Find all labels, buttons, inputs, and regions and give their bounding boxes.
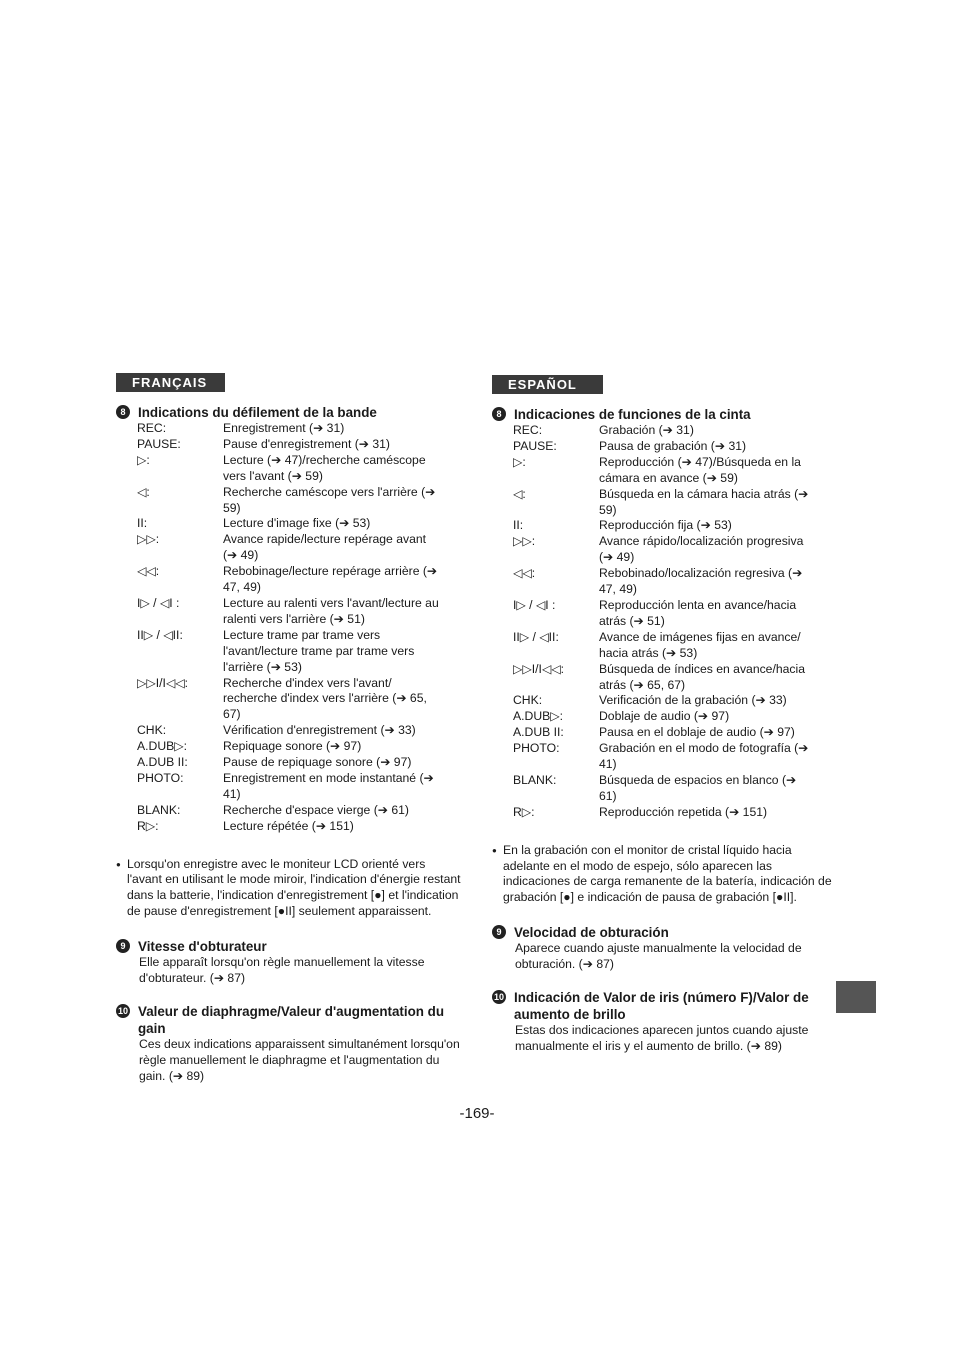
indication-key: II: xyxy=(513,518,524,533)
indication-desc: Reproducción lenta en avance/hacia atrás (➔ 51) xyxy=(599,597,797,628)
circled-number-icon: 8 xyxy=(492,407,506,421)
section-9-body-es: Aparece cuando ajuste manualmente la velocidad de obturación. (➔ 87) xyxy=(515,941,802,972)
indication-desc: Avance rapide/lecture repérage avant (➔ 49) xyxy=(223,532,427,563)
circled-number-icon: 10 xyxy=(117,1006,128,1016)
indication-desc: Repiquage sonore (➔ 97) xyxy=(223,739,362,754)
indication-key: ▷▷: xyxy=(137,532,160,547)
indication-key: PAUSE: xyxy=(137,436,181,451)
page-number: -169- xyxy=(459,1105,495,1122)
indication-row xyxy=(137,421,439,437)
section-9-body-fr: Elle apparaît lorsqu'on règle manuellement la vitesse d'obturateur. (➔ 87) xyxy=(139,955,425,986)
indication-key: A.DUB II: xyxy=(513,725,564,740)
indication-row xyxy=(513,598,815,630)
indication-row xyxy=(137,819,439,835)
indication-row xyxy=(137,723,439,739)
section-9-heading-es xyxy=(492,924,837,941)
indication-table-es xyxy=(513,423,815,821)
indication-desc: Pausa en el doblaje de audio (➔ 97) xyxy=(599,725,795,740)
indication-desc: Pausa de grabación (➔ 31) xyxy=(599,438,747,453)
section-10-heading-fr xyxy=(116,1003,461,1037)
indication-desc: Reproducción (➔ 47)/Búsqueda en la cámara en avance (➔ 59) xyxy=(599,454,801,485)
indication-key: R▷: xyxy=(513,804,535,819)
indication-row xyxy=(137,532,439,564)
indication-row xyxy=(137,676,439,724)
circled-number-icon: 8 xyxy=(116,405,130,419)
section-title: Valeur de diaphragme/Valeur d'augmentation du gain xyxy=(138,1004,445,1036)
indication-key: PAUSE: xyxy=(513,438,557,453)
indication-row xyxy=(513,439,815,455)
section-title: Velocidad de obturación xyxy=(514,925,669,941)
bullet-icon: ● xyxy=(116,859,121,869)
indication-desc: Lecture d'image fixe (➔ 53) xyxy=(223,516,371,531)
indication-key: ▷▷I/I◁◁: xyxy=(513,661,565,676)
indication-row xyxy=(137,516,439,532)
indication-row xyxy=(513,534,815,566)
section-8-heading-fr xyxy=(116,404,461,421)
section-title: Vitesse d'obturateur xyxy=(138,939,267,955)
section-title: Indicaciones de funciones de la cinta xyxy=(514,407,751,422)
section-10-body-es: Estas dos indicaciones aparecen juntos cuando ajuste manualmente el iris y el aumento de brillo. (➔ 89) xyxy=(515,1023,809,1053)
indication-key: II▷ / ◁II: xyxy=(513,629,559,644)
indication-key: I▷ / ◁I : xyxy=(513,597,556,612)
indication-key: ▷: xyxy=(513,454,526,469)
section-9-heading-fr xyxy=(116,938,461,955)
indication-row xyxy=(137,755,439,771)
indication-desc: Pause d'enregistrement (➔ 31) xyxy=(223,436,390,451)
indication-key: ▷▷: xyxy=(513,534,536,549)
indication-row xyxy=(513,709,815,725)
indication-key: II▷ / ◁II: xyxy=(137,627,183,642)
spanish-column xyxy=(492,375,837,1055)
indication-key: ◁◁: xyxy=(137,564,160,579)
indication-desc: Búsqueda en la cámara hacia atrás (➔ 59) xyxy=(599,486,809,517)
circled-number-icon: 9 xyxy=(116,939,130,953)
indication-key: II: xyxy=(137,516,148,531)
indication-key: PHOTO: xyxy=(137,770,184,785)
indication-row xyxy=(137,596,439,628)
indication-row xyxy=(137,771,439,803)
note-text: En la grabación con el monitor de cristal líquido hacia adelante en el modo de espejo, sólo aparecen las indicaciones de carga remanente de la batería, indicación de grabación [●] e indicación de pausa de grabación [●II]. xyxy=(503,842,832,905)
indication-desc: Avance de imágenes fijas en avance/ hacia atrás (➔ 53) xyxy=(599,629,801,660)
indication-row xyxy=(513,518,815,534)
indication-key: I▷ / ◁I : xyxy=(137,595,180,610)
indication-key: ◁: xyxy=(513,486,526,501)
indication-key: REC: xyxy=(513,423,543,437)
indication-desc: Búsqueda de espacios en blanco (➔ 61) xyxy=(599,772,797,803)
indication-desc: Reproducción repetida (➔ 151) xyxy=(599,804,768,819)
section-title: Indicación de Valor de iris (número F)/Valor de aumento de brillo xyxy=(514,990,809,1023)
indication-desc: Enregistrement en mode instantané (➔ 41) xyxy=(223,770,434,801)
indication-row xyxy=(137,564,439,596)
indication-desc: Grabación (➔ 31) xyxy=(599,423,694,437)
indication-row xyxy=(137,628,439,676)
indication-desc: Rebobinado/localización regresiva (➔ 47, 49) xyxy=(599,566,803,597)
indication-key: A.DUB II: xyxy=(137,755,188,770)
language-label-spanish: ESPAÑOL xyxy=(492,375,603,394)
indication-key: ◁◁: xyxy=(513,566,536,581)
language-label-french: FRANÇAIS xyxy=(116,373,225,392)
indication-row xyxy=(513,487,815,519)
indication-desc: Doblaje de audio (➔ 97) xyxy=(599,709,730,724)
indication-row xyxy=(513,805,815,821)
indication-desc: Búsqueda de índices en avance/hacia atrás (➔ 65, 67) xyxy=(599,661,805,692)
indication-desc: Vérification d'enregistrement (➔ 33) xyxy=(223,723,416,738)
indication-row xyxy=(513,662,815,694)
indication-desc: Rebobinage/lecture repérage arrière (➔ 47, 49) xyxy=(223,564,438,595)
indication-desc: Reproducción fija (➔ 53) xyxy=(599,518,732,533)
section-10-heading-es xyxy=(492,989,837,1023)
indication-row xyxy=(513,741,815,773)
section-thumb-tab xyxy=(836,981,876,1013)
french-column xyxy=(116,373,461,1085)
indication-row xyxy=(137,485,439,517)
indication-desc: Avance rápido/localización progresiva (➔ 49) xyxy=(599,534,804,565)
indication-row xyxy=(137,739,439,755)
circled-number-icon: 9 xyxy=(492,925,506,939)
indication-row xyxy=(513,423,815,439)
indication-key: REC: xyxy=(137,421,167,435)
section-8-heading-es xyxy=(492,406,837,423)
indication-row xyxy=(513,630,815,662)
indication-row xyxy=(513,773,815,805)
indication-key: CHK: xyxy=(137,723,167,738)
indication-desc: Recherche d'index vers l'avant/ recherche d'index vers l'arrière (➔ 65, 67) xyxy=(223,675,427,722)
indication-row xyxy=(513,725,815,741)
indication-table-fr xyxy=(137,421,439,835)
bullet-note-es xyxy=(492,843,837,907)
indication-key: PHOTO: xyxy=(513,741,560,756)
indication-desc: Lecture répétée (➔ 151) xyxy=(223,818,354,833)
indication-desc: Verificación de la grabación (➔ 33) xyxy=(599,693,787,708)
indication-desc: Lecture trame par trame vers l'avant/lecture trame par trame vers l'arrière (➔ 53) xyxy=(223,627,415,674)
bullet-icon: ● xyxy=(492,845,497,855)
indication-key: ▷▷I/I◁◁: xyxy=(137,675,189,690)
indication-key: ▷: xyxy=(137,452,150,467)
indication-row xyxy=(513,566,815,598)
indication-key: R▷: xyxy=(137,818,159,833)
indication-desc: Pause de repiquage sonore (➔ 97) xyxy=(223,755,412,770)
indication-row xyxy=(513,693,815,709)
indication-key: BLANK: xyxy=(513,772,557,787)
indication-desc: Lecture au ralenti vers l'avant/lecture au ralenti vers l'arrière (➔ 51) xyxy=(223,595,439,626)
circled-number-icon: 10 xyxy=(493,992,504,1003)
note-text: Lorsqu'on enregistre avec le moniteur LCD orienté vers l'avant en utilisant le mode miroir, l'indication d'énergie restant dans la batterie, l'indication d'enregistrement [●] et l'indication de pause d'enregistrement [●II] seulement apparaissent. xyxy=(127,856,461,919)
indication-key: A.DUB▷: xyxy=(137,739,188,754)
indication-row xyxy=(137,437,439,453)
indication-desc: Recherche d'espace vierge (➔ 61) xyxy=(223,802,409,817)
indication-desc: Enregistrement (➔ 31) xyxy=(223,421,345,435)
bullet-note-fr xyxy=(116,857,461,921)
section-10-body-fr: Ces deux indications apparaissent simultanément lorsqu'on règle manuellement le diaphragme et l'augmentation du gain. (➔ 89) xyxy=(139,1037,460,1083)
indication-row xyxy=(137,803,439,819)
indication-key: A.DUB▷: xyxy=(513,709,564,724)
indication-desc: Grabación en el modo de fotografía (➔ 41) xyxy=(599,741,809,772)
indication-row xyxy=(137,453,439,485)
indication-row xyxy=(513,455,815,487)
indication-key: BLANK: xyxy=(137,802,181,817)
indication-key: ◁: xyxy=(137,484,150,499)
indication-desc: Lecture (➔ 47)/recherche caméscope vers l'avant (➔ 59) xyxy=(223,452,426,483)
section-title: Indications du défilement de la bande xyxy=(138,405,377,420)
indication-desc: Recherche caméscope vers l'arrière (➔ 59) xyxy=(223,484,436,515)
indication-key: CHK: xyxy=(513,693,543,708)
